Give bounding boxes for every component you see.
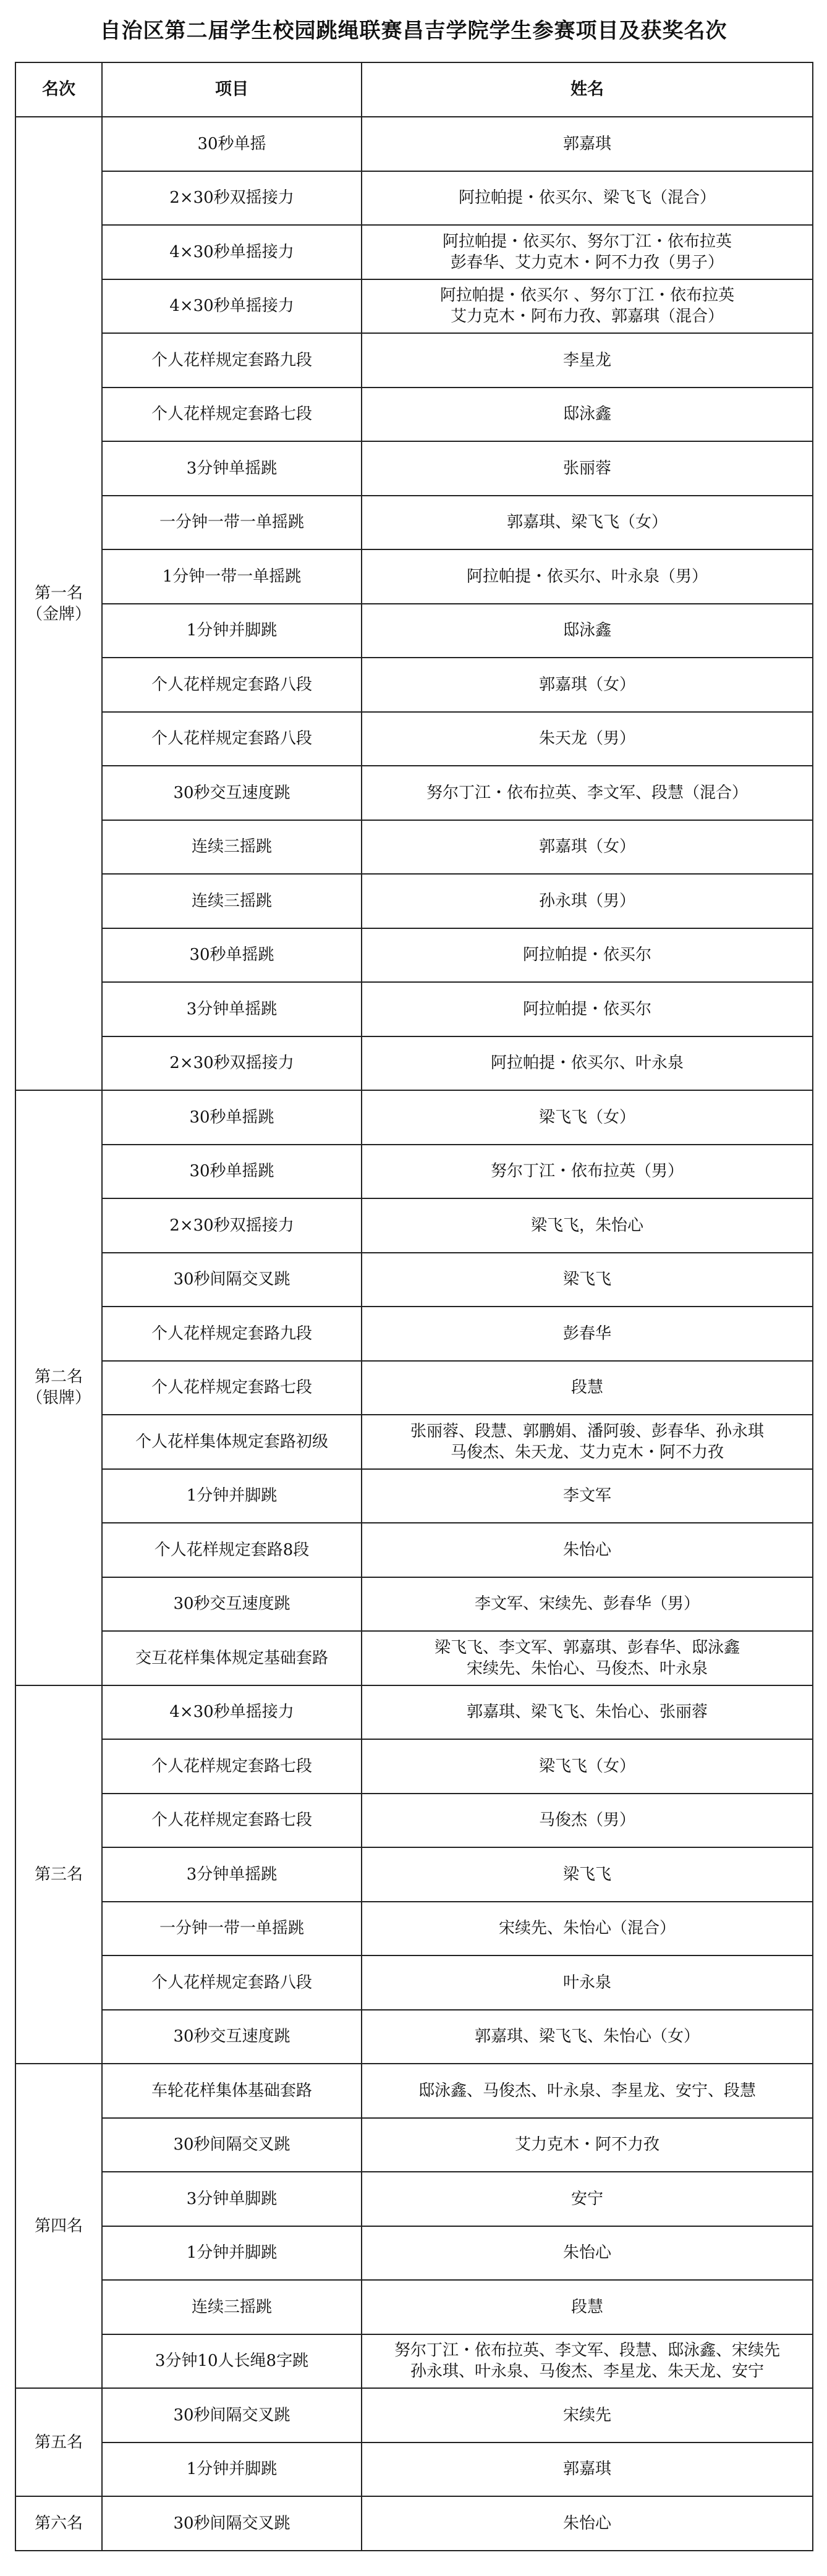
name-cell bbox=[362, 279, 813, 334]
rank-cell bbox=[15, 1685, 102, 2064]
name-cell bbox=[362, 874, 813, 928]
table-row bbox=[15, 1955, 813, 2010]
name-line: 张丽蓉 bbox=[562, 459, 611, 478]
table-row bbox=[15, 388, 813, 442]
table-row bbox=[15, 333, 813, 388]
name-line: 孙永琪、叶永泉、马俊杰、李星龙、朱天龙、安宁 bbox=[410, 2362, 764, 2381]
event-cell: 连续三摇跳 bbox=[102, 2280, 362, 2334]
table-row bbox=[15, 1739, 813, 1794]
name-line: 叶永泉 bbox=[562, 1973, 611, 1992]
name-cell bbox=[362, 1198, 813, 1253]
event-cell: 3分钟单摇跳 bbox=[102, 441, 362, 496]
rank-cell bbox=[15, 2064, 102, 2388]
name-cell bbox=[362, 117, 813, 171]
event-cell: 1分钟并脚跳 bbox=[102, 1469, 362, 1523]
event-cell: 个人花样规定套路八段 bbox=[102, 1955, 362, 2010]
name-line: 段慧 bbox=[570, 1378, 603, 1397]
event-cell: 30秒交互速度跳 bbox=[102, 1577, 362, 1632]
table-row bbox=[15, 1631, 813, 1685]
table-row bbox=[15, 766, 813, 820]
table-row bbox=[15, 117, 813, 171]
name-cell bbox=[362, 2334, 813, 2389]
event-cell: 个人花样规定套路八段 bbox=[102, 658, 362, 712]
header-event: 项目 bbox=[102, 62, 362, 117]
name-line: 阿拉帕提・依买尔、叶永泉 bbox=[490, 1054, 684, 1073]
table-row bbox=[15, 1902, 813, 1956]
table-row bbox=[15, 279, 813, 334]
name-cell bbox=[362, 441, 813, 496]
name-line: 阿拉帕提・依买尔 、努尔丁江・依布拉英 bbox=[439, 286, 735, 305]
table-row bbox=[15, 1253, 813, 1307]
name-line: 宋续先 bbox=[562, 2405, 611, 2425]
table-row bbox=[15, 1685, 813, 1740]
name-cell bbox=[362, 1685, 813, 1740]
name-line: 朱怡心 bbox=[562, 1540, 611, 1559]
rank-label: 第三名 bbox=[34, 1865, 83, 1884]
table-row bbox=[15, 2118, 813, 2172]
name-line: 邸泳鑫 bbox=[562, 621, 611, 640]
name-line: 彭春华、艾力克木・阿不力孜（男子） bbox=[450, 253, 724, 272]
table-row bbox=[15, 2280, 813, 2334]
event-cell: 1分钟并脚跳 bbox=[102, 604, 362, 658]
event-cell: 车轮花样集体基础套路 bbox=[102, 2064, 362, 2118]
name-line: 李文军、宋续先、彭春华（男） bbox=[474, 1595, 700, 1614]
table-row bbox=[15, 658, 813, 712]
event-cell: 连续三摇跳 bbox=[102, 874, 362, 928]
event-cell: 30秒间隔交叉跳 bbox=[102, 2388, 362, 2443]
table-row bbox=[15, 1847, 813, 1902]
name-line: 彭春华 bbox=[562, 1324, 611, 1343]
event-cell: 30秒单摇跳 bbox=[102, 928, 362, 983]
table-row bbox=[15, 1523, 813, 1577]
name-cell bbox=[362, 2118, 813, 2172]
page-title: 自治区第二届学生校园跳绳联赛昌吉学院学生参赛项目及获奖名次 bbox=[100, 19, 727, 43]
event-cell: 30秒单摇跳 bbox=[102, 1090, 362, 1145]
name-line: 努尔丁江・依布拉英、李文军、段慧（混合） bbox=[426, 783, 748, 802]
name-cell bbox=[362, 225, 813, 279]
table-row bbox=[15, 1361, 813, 1415]
name-line: 郭嘉琪 bbox=[562, 2460, 611, 2479]
rank-label: 第一名 bbox=[34, 583, 83, 603]
name-cell bbox=[362, 1739, 813, 1794]
name-cell bbox=[362, 1145, 813, 1199]
rank-cell bbox=[15, 2388, 102, 2496]
event-cell: 一分钟一带一单摇跳 bbox=[102, 496, 362, 550]
event-cell: 交互花样集体规定基础套路 bbox=[102, 1631, 362, 1685]
table-row bbox=[15, 2226, 813, 2281]
name-cell bbox=[362, 1955, 813, 2010]
event-cell: 个人花样规定套路七段 bbox=[102, 1739, 362, 1794]
header-rank: 名次 bbox=[15, 62, 102, 117]
name-cell bbox=[362, 1847, 813, 1902]
name-line: 阿拉帕提・依买尔、梁飞飞（混合） bbox=[458, 189, 716, 208]
table-row bbox=[15, 604, 813, 658]
event-cell: 4×30秒单摇接力 bbox=[102, 279, 362, 334]
table-body bbox=[15, 117, 813, 2551]
event-cell: 1分钟并脚跳 bbox=[102, 2226, 362, 2281]
name-line: 梁飞飞（女） bbox=[538, 1756, 635, 1776]
name-line: 安宁 bbox=[570, 2189, 603, 2208]
name-cell bbox=[362, 1523, 813, 1577]
table-row bbox=[15, 1198, 813, 1253]
name-line: 梁飞飞（女） bbox=[538, 1108, 635, 1127]
event-cell: 3分钟单摇跳 bbox=[102, 982, 362, 1036]
name-line: 艾力克木・阿不力孜 bbox=[514, 2135, 659, 2154]
event-cell: 个人花样规定套路8段 bbox=[102, 1523, 362, 1577]
table-row bbox=[15, 1469, 813, 1523]
name-cell bbox=[362, 1631, 813, 1685]
event-cell: 30秒单摇 bbox=[102, 117, 362, 171]
event-cell: 4×30秒单摇接力 bbox=[102, 225, 362, 279]
table-row bbox=[15, 2010, 813, 2064]
name-cell bbox=[362, 549, 813, 604]
table-header-row bbox=[15, 62, 813, 117]
name-cell bbox=[362, 658, 813, 712]
table-row bbox=[15, 712, 813, 766]
event-cell: 3分钟10人长绳8字跳 bbox=[102, 2334, 362, 2389]
name-cell bbox=[362, 1361, 813, 1415]
name-line: 梁飞飞、李文军、郭嘉琪、彭春华、邸泳鑫 bbox=[434, 1638, 740, 1657]
name-line: 阿拉帕提・依买尔 bbox=[522, 999, 651, 1019]
table-row bbox=[15, 1577, 813, 1632]
name-cell bbox=[362, 1307, 813, 1361]
event-cell: 3分钟单摇跳 bbox=[102, 1847, 362, 1902]
name-cell bbox=[362, 171, 813, 226]
header-name: 姓名 bbox=[362, 62, 813, 117]
table-row bbox=[15, 225, 813, 279]
name-line: 朱怡心 bbox=[562, 2243, 611, 2263]
event-cell: 连续三摇跳 bbox=[102, 820, 362, 875]
name-line: 阿拉帕提・依买尔、努尔丁江・依布拉英 bbox=[442, 232, 732, 251]
table-row bbox=[15, 928, 813, 983]
event-cell: 3分钟单脚跳 bbox=[102, 2172, 362, 2226]
name-cell bbox=[362, 712, 813, 766]
name-cell bbox=[362, 604, 813, 658]
name-line: 郭嘉琪 bbox=[562, 134, 611, 153]
name-cell bbox=[362, 2064, 813, 2118]
table-row bbox=[15, 549, 813, 604]
name-line: 邸泳鑫 bbox=[562, 405, 611, 424]
name-line: 郭嘉琪、梁飞飞、朱怡心（女） bbox=[474, 2027, 700, 2046]
rank-label: （银牌） bbox=[26, 1389, 91, 1408]
event-cell: 30秒交互速度跳 bbox=[102, 766, 362, 820]
event-cell: 1分钟一带一单摇跳 bbox=[102, 549, 362, 604]
name-line: 艾力克木・阿布力孜、郭嘉琪（混合） bbox=[450, 307, 724, 326]
name-line: 阿拉帕提・依买尔 bbox=[522, 946, 651, 965]
name-cell bbox=[362, 1036, 813, 1091]
name-line: 李星龙 bbox=[562, 350, 611, 370]
event-cell: 个人花样规定套路七段 bbox=[102, 388, 362, 442]
name-line: 张丽蓉、段慧、郭鹏娟、潘阿骏、彭春华、孙永琪 bbox=[410, 1421, 764, 1441]
event-cell: 30秒间隔交叉跳 bbox=[102, 2118, 362, 2172]
name-line: 郭嘉琪、梁飞飞（女） bbox=[506, 513, 668, 532]
name-cell bbox=[362, 333, 813, 388]
table-row bbox=[15, 2388, 813, 2443]
name-line: 宋续先、朱怡心、马俊杰、叶永泉 bbox=[466, 1659, 708, 1678]
name-line: 阿拉帕提・依买尔、叶永泉（男） bbox=[466, 567, 708, 586]
name-cell bbox=[362, 928, 813, 983]
name-cell bbox=[362, 1469, 813, 1523]
event-cell: 个人花样集体规定套路初级 bbox=[102, 1415, 362, 1469]
name-line: 马俊杰（男） bbox=[538, 1811, 635, 1830]
name-cell bbox=[362, 766, 813, 820]
name-line: 努尔丁江・依布拉英、李文军、段慧、邸泳鑫、宋续先 bbox=[394, 2341, 780, 2360]
name-line: 段慧 bbox=[570, 2297, 603, 2316]
rank-label: 第六名 bbox=[34, 2514, 83, 2533]
table-row bbox=[15, 1145, 813, 1199]
name-cell bbox=[362, 2496, 813, 2551]
name-cell bbox=[362, 2443, 813, 2497]
rank-label: 第二名 bbox=[34, 1368, 83, 1387]
name-line: 宋续先、朱怡心（混合） bbox=[498, 1919, 676, 1938]
event-cell: 个人花样规定套路九段 bbox=[102, 333, 362, 388]
results-table bbox=[15, 62, 813, 2551]
table-row bbox=[15, 2496, 813, 2551]
event-cell: 30秒单摇跳 bbox=[102, 1145, 362, 1199]
table-row bbox=[15, 171, 813, 226]
name-line: 梁飞飞，朱怡心 bbox=[530, 1216, 643, 1235]
name-line: 朱天龙（男） bbox=[538, 729, 635, 748]
name-cell bbox=[362, 982, 813, 1036]
name-cell bbox=[362, 1794, 813, 1848]
table-row bbox=[15, 2172, 813, 2226]
table-row bbox=[15, 820, 813, 875]
name-cell bbox=[362, 388, 813, 442]
table-row bbox=[15, 2064, 813, 2118]
event-cell: 2×30秒双摇接力 bbox=[102, 1036, 362, 1091]
name-line: 朱怡心 bbox=[562, 2514, 611, 2533]
name-cell bbox=[362, 2280, 813, 2334]
name-cell bbox=[362, 2010, 813, 2064]
rank-cell bbox=[15, 117, 102, 1090]
table-row bbox=[15, 874, 813, 928]
name-cell bbox=[362, 2172, 813, 2226]
event-cell: 1分钟并脚跳 bbox=[102, 2443, 362, 2497]
name-line: 马俊杰、朱天龙、艾力克木・阿不力孜 bbox=[450, 1443, 724, 1462]
name-line: 郭嘉琪（女） bbox=[538, 675, 635, 694]
rank-cell bbox=[15, 1090, 102, 1685]
name-cell bbox=[362, 1415, 813, 1469]
table-row bbox=[15, 1307, 813, 1361]
table-row bbox=[15, 1794, 813, 1848]
rank-cell bbox=[15, 2496, 102, 2551]
table-row bbox=[15, 1036, 813, 1091]
name-line: 孙永琪（男） bbox=[538, 891, 635, 910]
event-cell: 2×30秒双摇接力 bbox=[102, 1198, 362, 1253]
name-line: 邸泳鑫、马俊杰、叶永泉、李星龙、安宁、段慧 bbox=[418, 2081, 756, 2100]
table-row bbox=[15, 441, 813, 496]
table-row bbox=[15, 2334, 813, 2389]
event-cell: 一分钟一带一单摇跳 bbox=[102, 1902, 362, 1956]
name-line: 梁飞飞 bbox=[562, 1270, 611, 1289]
table-row bbox=[15, 496, 813, 550]
event-cell: 个人花样规定套路七段 bbox=[102, 1361, 362, 1415]
name-line: 梁飞飞 bbox=[562, 1865, 611, 1884]
event-cell: 个人花样规定套路七段 bbox=[102, 1794, 362, 1848]
name-cell bbox=[362, 820, 813, 875]
name-line: 郭嘉琪、梁飞飞、朱怡心、张丽蓉 bbox=[466, 1703, 708, 1722]
rank-label: 第五名 bbox=[34, 2433, 83, 2452]
table-row bbox=[15, 982, 813, 1036]
event-cell: 个人花样规定套路九段 bbox=[102, 1307, 362, 1361]
name-cell bbox=[362, 496, 813, 550]
table-row bbox=[15, 1090, 813, 1145]
event-cell: 4×30秒单摇接力 bbox=[102, 1685, 362, 1740]
rank-label: 第四名 bbox=[34, 2216, 83, 2235]
table-row bbox=[15, 2443, 813, 2497]
name-line: 努尔丁江・依布拉英（男） bbox=[490, 1162, 684, 1181]
event-cell: 30秒间隔交叉跳 bbox=[102, 1253, 362, 1307]
name-cell bbox=[362, 1090, 813, 1145]
event-cell: 30秒间隔交叉跳 bbox=[102, 2496, 362, 2551]
name-cell bbox=[362, 2226, 813, 2281]
event-cell: 2×30秒双摇接力 bbox=[102, 171, 362, 226]
rank-label: （金牌） bbox=[26, 604, 91, 624]
event-cell: 30秒交互速度跳 bbox=[102, 2010, 362, 2064]
name-line: 李文军 bbox=[562, 1486, 611, 1506]
table-row bbox=[15, 1415, 813, 1469]
name-cell bbox=[362, 2388, 813, 2443]
name-line: 郭嘉琪（女） bbox=[538, 837, 635, 857]
name-cell bbox=[362, 1577, 813, 1632]
name-cell bbox=[362, 1253, 813, 1307]
name-cell bbox=[362, 1902, 813, 1956]
event-cell: 个人花样规定套路八段 bbox=[102, 712, 362, 766]
